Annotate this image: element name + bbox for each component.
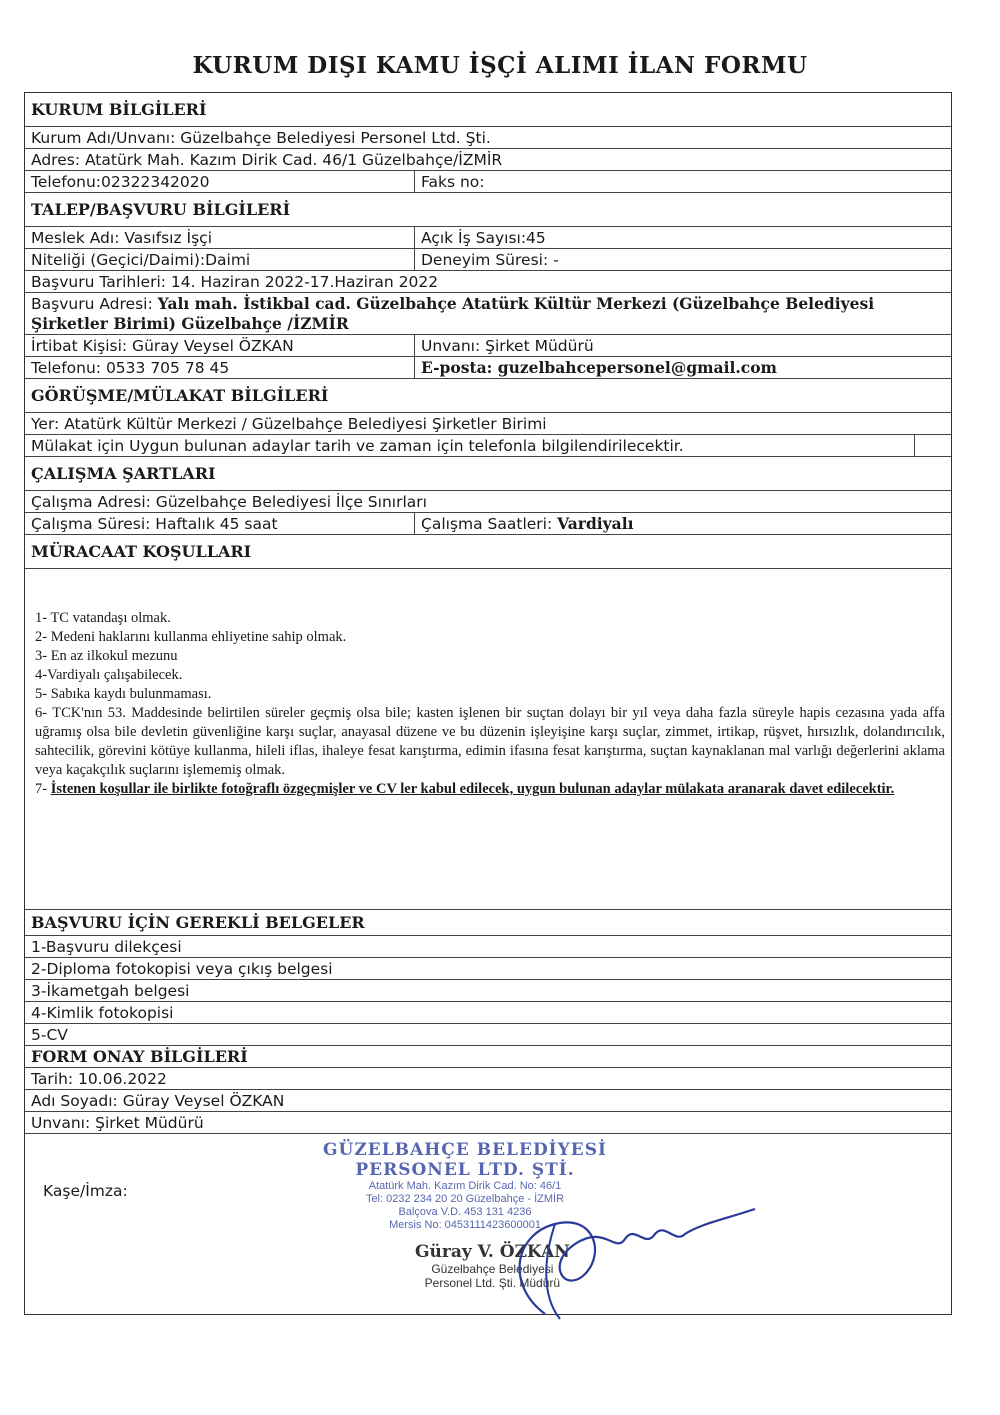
stamp-line-5: Balçova V.D. 453 131 4236 [398,1206,532,1218]
calisma-saatleri [415,513,951,534]
niteligi: Niteliği (Geçici/Daimi):Daimi [25,249,415,270]
gorusme-empty-cell [914,435,951,456]
kurum-header: KURUM BİLGİLERİ [31,99,207,119]
muracaat-header: MÜRACAAT KOŞULLARI [31,541,252,561]
basvuru-tarihleri: Başvuru Tarihleri: 14. Haziran 2022-17.Haziran 2022 [31,272,439,291]
muracaat-item: 4-Vardiyalı çalışabilecek. [35,667,183,683]
stamp-line-3: Atatürk Mah. Kazım Dirik Cad. No: 46/1 [368,1180,562,1192]
kurum-faks: Faks no: [421,172,485,191]
announcement-form [24,92,952,1315]
muracaat-item: 2- Medeni haklarını kullanma ehliyetine sahip olmak. [35,629,347,645]
belge-item: 3-İkametgah belgesi [31,981,190,1000]
calisma-saatleri-label: Çalışma Saatleri: [421,514,553,533]
belgeler-header: BAŞVURU İÇİN GEREKLİ BELGELER [31,912,365,932]
meslek-adi: Meslek Adı: Vasıfsız İşçi [25,227,415,248]
gorusme-header: GÖRÜŞME/MÜLAKAT BİLGİLERİ [31,385,329,405]
stamp-line-6: Mersis No: 0453111423600001 [389,1219,541,1231]
form-title: KURUM DIŞI KAMU İŞÇİ ALIMI İLAN FORMU [192,52,808,79]
basvuru-adresi [25,293,951,334]
stamp-line-1: GÜZELBAHÇE BELEDİYESİ [323,1140,607,1160]
basvuru-adresi-value-1: Yalı mah. İstikbal cad. Güzelbahçe Atatürk Kültür Merkezi (Güzelbahçe Belediyesi [157,294,875,313]
kurum-section-header [25,93,951,127]
muracaat-item: 3- En az ilkokul mezunu [35,648,178,664]
kurum-telefon: Telefonu:02322342020 [25,171,415,192]
onay-unvan: Unvanı: Şirket Müdürü [31,1113,204,1132]
irtibat-eposta: E-posta: guzelbahcepersonel@gmail.com [421,357,777,377]
calisma-suresi: Çalışma Süresi: Haftalık 45 saat [25,513,415,534]
belge-item: 5-CV [31,1025,68,1044]
signature-area [25,1134,951,1314]
gorusme-not: Mülakat için Uygun bulunan adaylar tarih ve zaman için telefonla bilgilendirilecektir. [31,436,684,455]
irtibat-kisisi: İrtibat Kişisi: Güray Veysel ÖZKAN [25,335,415,356]
kase-imza-label: Kaşe/İmza: [43,1182,128,1200]
calisma-header: ÇALIŞMA ŞARTLARI [31,463,216,483]
calisma-adresi: Çalışma Adresi: Güzelbahçe Belediyesi İlçe Sınırları [31,492,427,511]
gorusme-yer: Yer: Atatürk Kültür Merkezi / Güzelbahçe Belediyesi Şirketler Birimi [31,414,547,433]
signatory-name: Güray V. ÖZKAN [415,1242,570,1262]
deneyim-suresi: Deneyim Süresi: - [421,250,559,269]
muracaat-item: 5- Sabıka kaydı bulunmaması. [35,686,212,702]
muracaat-item-7 [35,780,945,799]
signatory-title-1: Güzelbahçe Belediyesi [431,1262,554,1276]
kurum-adi: Kurum Adı/Unvanı: Güzelbahçe Belediyesi Personel Ltd. Şti. [31,128,491,147]
onay-tarih: Tarih: 10.06.2022 [31,1069,167,1088]
onay-adi-soyadi: Adı Soyadı: Güray Veysel ÖZKAN [31,1091,285,1110]
irtibat-telefon: Telefonu: 0533 705 78 45 [25,357,415,378]
onay-header: FORM ONAY BİLGİLERİ [31,1046,248,1066]
belge-item: 4-Kimlik fotokopisi [31,1003,174,1022]
handwritten-signature [485,1194,765,1324]
acik-is-sayisi: Açık İş Sayısı:45 [421,228,546,247]
muracaat-item: 6- TCK'nın 53. Maddesinde belirtilen süreler geçmiş olsa bile; kasten işlenen bir suçtan dolayı bir yıl veya daha fazla süreyle hapis cezasına yada affa uğramış olsa bile devletin güvenliğine karşı suçlar, anayasal düzene ve bu düzenin işleyişine karşı suçlar, zimmet, irtikap, rüşvet, hırsızlık, dolandırıcılık, sahtecilik, görevini kötüye kullanma, hileli iflas, ihaleye fesat karıştırma, edimin ifasına fesat karıştırma, suçtan kaynaklanan mal varlığı değerlerini aklama veya kaçakçılık suçlarını işlememiş olmak. [35,705,945,778]
muracaat-item-7-text: İstenen koşullar ile birlikte fotoğraflı özgeçmişler ve CV ler kabul edilecek, uygun bulunan adaylar mülakata aranarak davet edilecektir. [50,781,895,797]
muracaat-list [25,569,951,909]
talep-header: TALEP/BAŞVURU BİLGİLERİ [31,199,291,219]
kurum-adres: Adres: Atatürk Mah. Kazım Dirik Cad. 46/1 Güzelbahçe/İZMİR [31,150,503,169]
belge-item: 1-Başvuru dilekçesi [31,937,182,956]
calisma-saatleri-value: Vardiyalı [557,513,634,533]
signatory-title-2: Personel Ltd. Şti. Müdürü [424,1276,561,1290]
stamp-line-2: PERSONEL LTD. ŞTİ. [355,1160,575,1180]
stamp-line-4: Tel: 0232 234 20 20 Güzelbahçe - İZMİR [365,1193,565,1205]
muracaat-item-7-prefix: 7- [35,781,48,797]
basvuru-adresi-label: Başvuru Adresi: [31,295,153,313]
basvuru-adresi-value-2: Şirketler Birimi) Güzelbahçe /İZMİR [31,314,349,333]
irtibat-unvan: Unvanı: Şirket Müdürü [421,336,594,355]
muracaat-item: 1- TC vatandaşı olmak. [35,610,171,626]
belge-item: 2-Diploma fotokopisi veya çıkış belgesi [31,959,333,978]
